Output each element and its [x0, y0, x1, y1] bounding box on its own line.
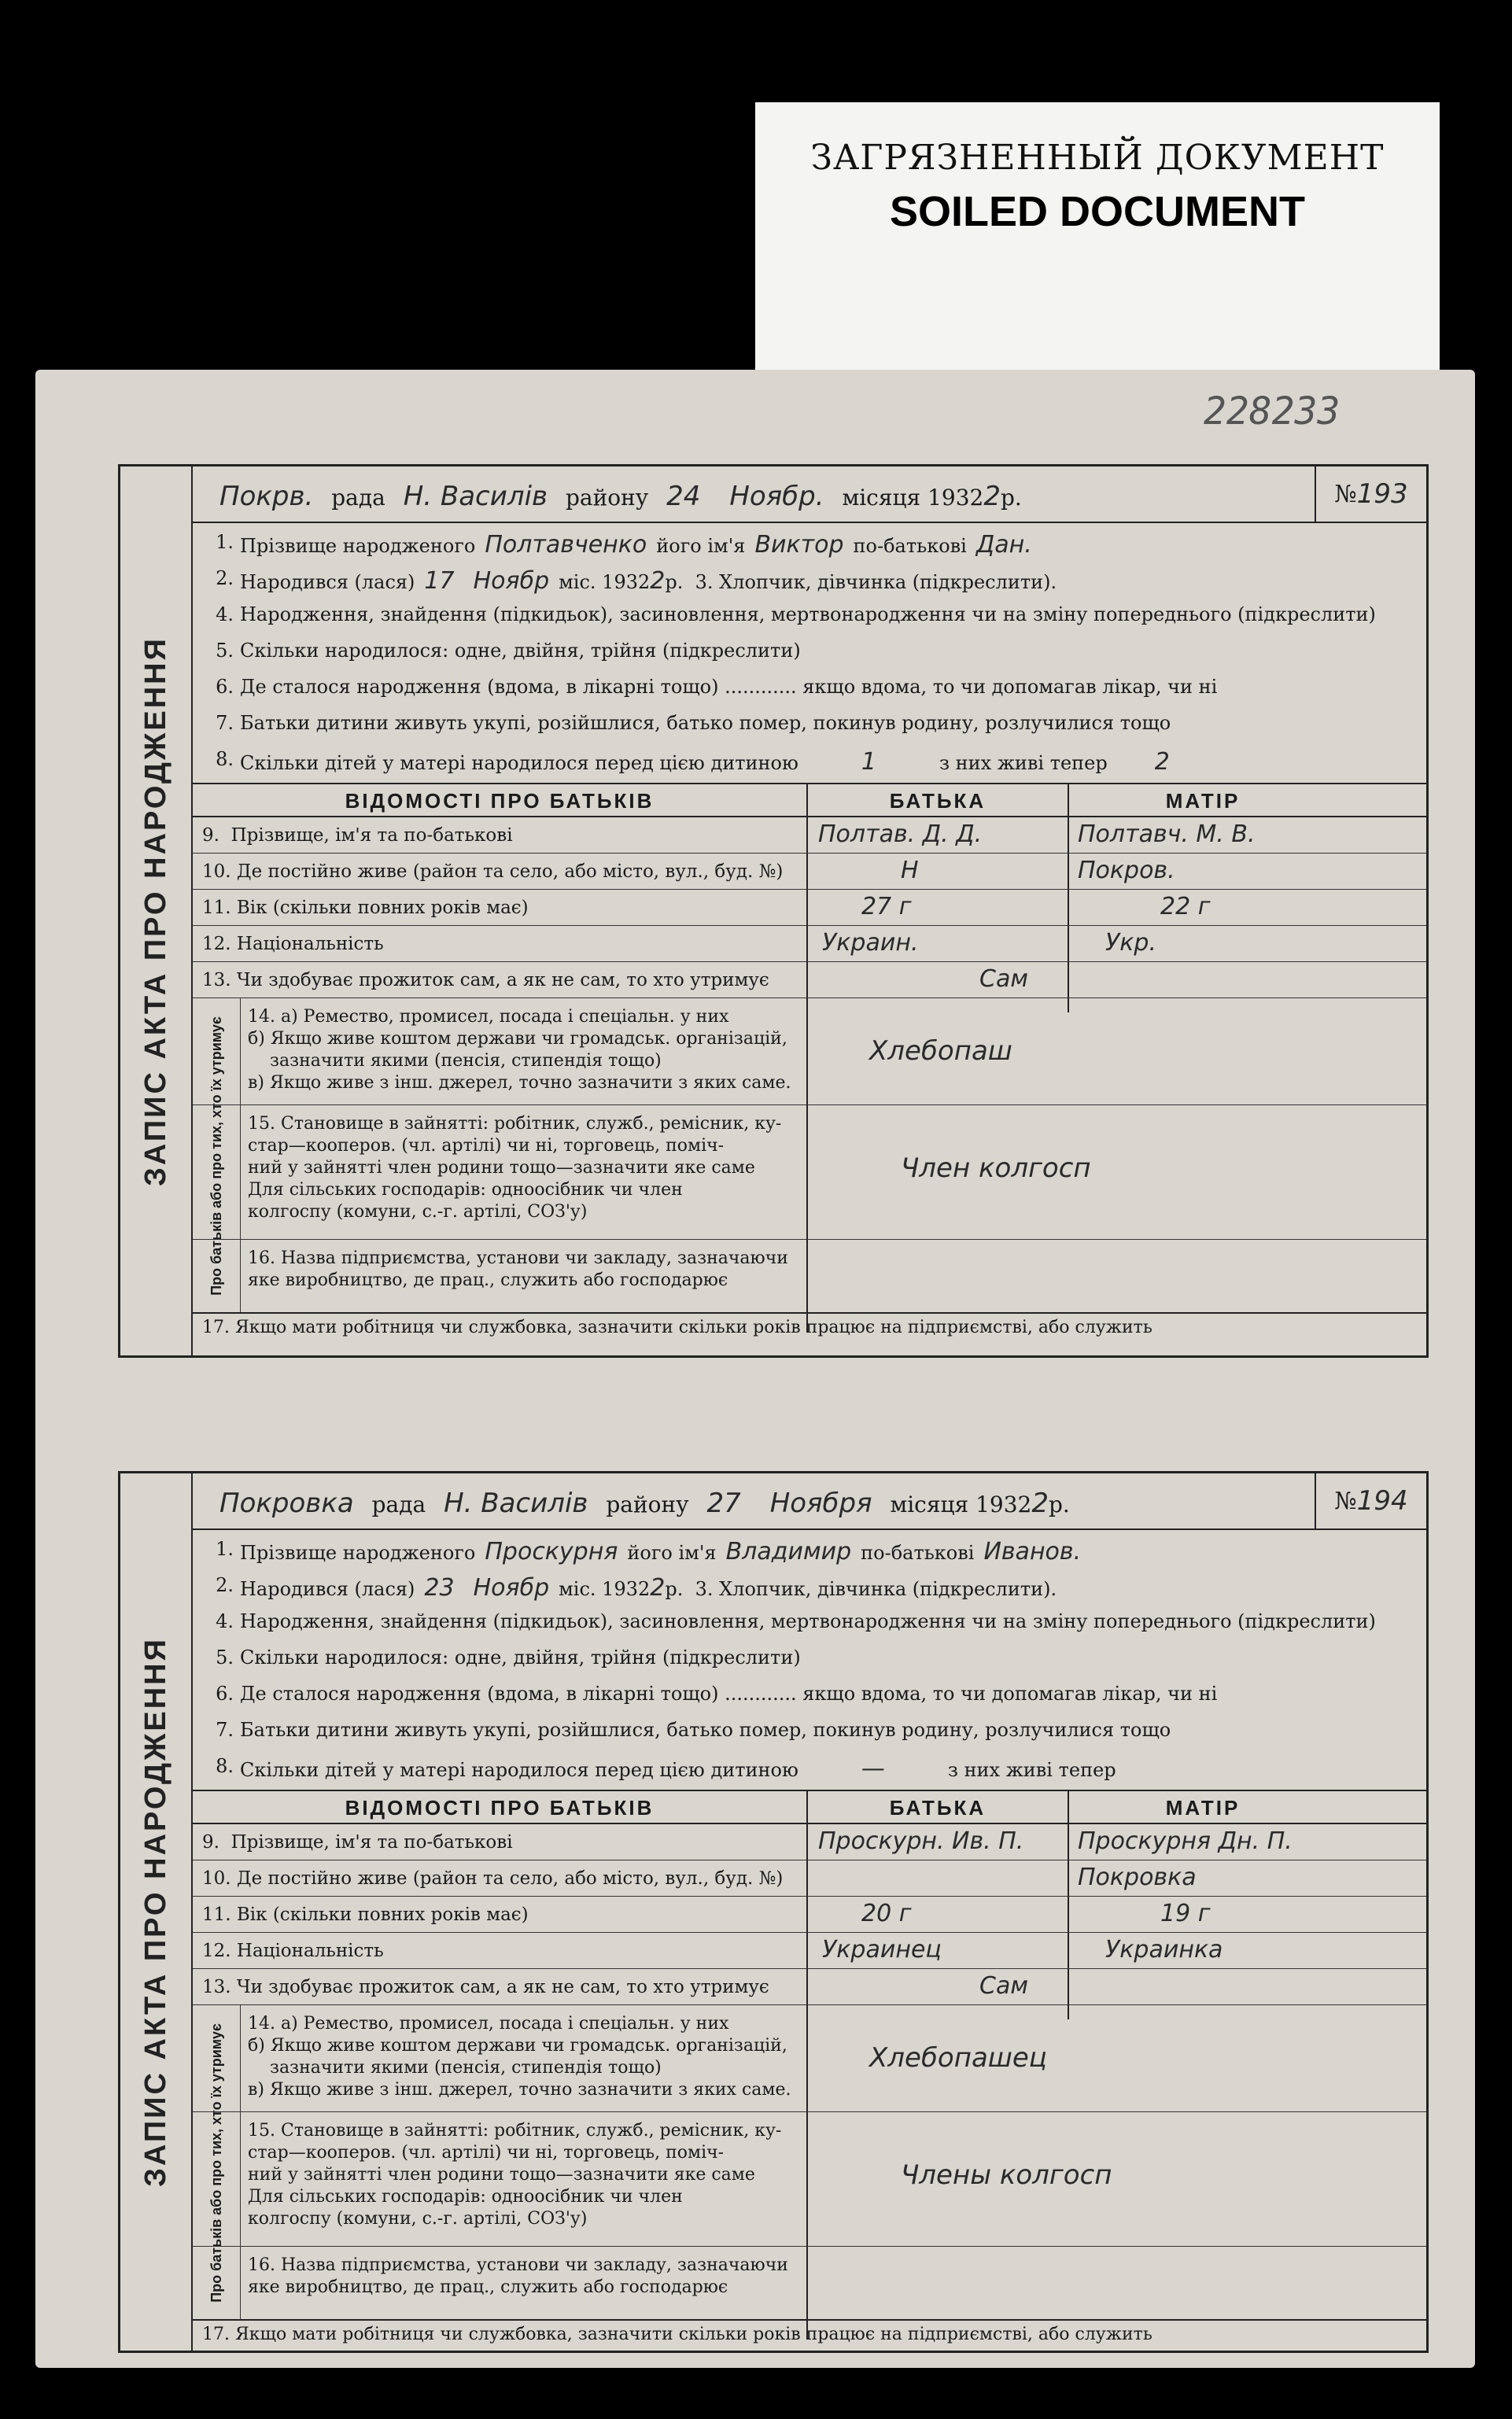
- position-value: Члены колгосп: [901, 2159, 1112, 2191]
- birth-record-form: [118, 1471, 1429, 2353]
- form-header: [193, 1473, 1426, 1530]
- born-day: 17: [424, 567, 455, 595]
- parent-row-16: 16. Назва підприємства, установи чи закладу, зазначаючи яке виробництво, де прац., служить або господарює: [193, 1240, 1426, 1314]
- occupation-value: Хлебопаш: [869, 1035, 1012, 1068]
- occupation-side-label: Про батьків або про тих, хто їх утримує: [193, 2005, 241, 2320]
- row-17: 17. Якщо мати робітниця чи службовка, зазначити скільки років працює на підприємстві, або служить: [202, 1318, 1152, 1337]
- parent-row-12: 12. Національність Украинец Украинка: [193, 1933, 1426, 1969]
- father-nationality: Украинец: [822, 1936, 942, 1964]
- mother-name: Проскурня Дн. П.: [1078, 1827, 1293, 1855]
- position-value: Член колгосп: [901, 1152, 1091, 1184]
- father-address: Н: [901, 857, 919, 884]
- occupation-side-label: Про батьків або про тих, хто їх утримує: [193, 998, 241, 1313]
- child-name: Владимир: [725, 1538, 852, 1565]
- parent-row-15: 15. Становище в зайнятті: робітник, служб., ремісник, ку- стар—кооперов. (чл. артілі) чи ні, торговець, поміч- ний у зайнятті член родини тощо—зазначити яке саме Для сільських господарів: одноосібник чи член колгоспу (комуни, с.-г. артілі, СОЗ'у) Члены колгосп: [193, 2112, 1426, 2247]
- side-title-text: ЗАПИС АКТА ПРО НАРОДЖЕННЯ: [138, 1637, 172, 2187]
- month-value: Ноября: [769, 1488, 872, 1519]
- parent-row-9: 9. Прізвище, ім'я та по-батькові Полтав. Д. Д. Полтавч. М. В.: [193, 817, 1426, 854]
- child-name: Виктор: [754, 531, 844, 559]
- parent-row-16: 16. Назва підприємства, установи чи закладу, зазначаючи яке виробництво, де прац., служить або господарює: [193, 2247, 1426, 2321]
- form-header: [193, 466, 1426, 523]
- born-year: 2: [650, 567, 666, 595]
- father-column-label: БАТЬКА: [889, 789, 986, 813]
- row-8: 8. Скільки дітей у матері народилося перед цією дитиною — з них живі тепер: [216, 1755, 1116, 1783]
- child-surname: Проскурня: [485, 1538, 618, 1565]
- child-patronymic: Дан.: [975, 531, 1032, 559]
- rayon-value: Н. Василів: [444, 1488, 588, 1519]
- parents-section: [193, 783, 1426, 1337]
- month-label: місяця 1932: [890, 1492, 1032, 1517]
- parents-column-header: [193, 1791, 1426, 1824]
- row-5: 5. Скільки народилося: одне, двійня, трійня (підкреслити): [216, 640, 801, 662]
- side-title-text: ЗАПИС АКТА ПРО НАРОДЖЕННЯ: [138, 636, 172, 1186]
- row-6: 6. Де сталося народження (вдома, в лікарні тощо) ............ якщо вдома, то чи допомагав лікар, чи ні: [216, 676, 1218, 698]
- self-support: Сам: [979, 1972, 1028, 2000]
- mother-column-label: МАТІР: [1165, 1796, 1241, 1820]
- parent-row-15: 15. Становище в зайнятті: робітник, служб., ремісник, ку- стар—кооперов. (чл. артілі) чи ні, торговець, поміч- ний у зайнятті член родини тощо—зазначити яке саме Для сільських господарів: одноосібник чи член колгоспу (комуни, с.-г. артілі, СОЗ'у) Член колгосп: [193, 1105, 1426, 1240]
- father-name: Проскурн. Ив. П.: [818, 1827, 1024, 1855]
- form-side-title: [120, 1473, 193, 2351]
- parent-row-14: 14. а) Ремество, промисел, посада і спеціальн. у них б) Якщо живе коштом держави чи громадськ. організацій, зазначити якими (пенсія, стипендія тощо) в) Якщо живе з інш. джерел, точно зазначити з яких саме. Хлебопашец: [193, 2005, 1426, 2112]
- father-age: 20 г: [861, 1900, 912, 1927]
- parent-row-9: 9. Прізвище, ім'я та по-батькові Проскурн. Ив. П. Проскурня Дн. П.: [193, 1824, 1426, 1860]
- number-sign: №: [1334, 480, 1357, 508]
- parents-column-header: [193, 784, 1426, 817]
- number-sign: №: [1334, 1487, 1357, 1515]
- row-4: 4. Народження, знайдення (підкидьок), засиновлення, мертвонародження чи на зміну попереднього (підкреслити): [216, 1610, 1376, 1632]
- record-number: [1315, 466, 1426, 522]
- rayon-label: району: [565, 485, 649, 511]
- parent-row-14: 14. а) Ремество, промисел, посада і спеціальн. у них б) Якщо живе коштом держави чи громадськ. організацій, зазначити якими (пенсія, стипендія тощо) в) Якщо живе з інш. джерел, точно зазначити з яких саме. Хлебопаш: [193, 998, 1426, 1105]
- row-6: 6. Де сталося народження (вдома, в лікарні тощо) ............ якщо вдома, то чи допомагав лікар, чи ні: [216, 1683, 1218, 1705]
- parent-row-10: 10. Де постійно живе (район та село, або місто, вул., буд. №) Н Покров.: [193, 854, 1426, 890]
- parent-row-10: 10. Де постійно живе (район та село, або місто, вул., буд. №) Покровка: [193, 1860, 1426, 1897]
- year-r: р.: [1001, 485, 1022, 511]
- parents-section: [193, 1790, 1426, 2344]
- prev-children: 1: [861, 748, 876, 776]
- father-column-label: БАТЬКА: [889, 1796, 986, 1820]
- year-r: р.: [1049, 1492, 1070, 1517]
- father-age: 27 г: [861, 893, 912, 920]
- rada-label: рада: [331, 485, 385, 511]
- rada-value: Покрв.: [219, 481, 314, 512]
- row-2: 2. Народився (лася) 23 Ноябр міс. 19322р. 3. Хлопчик, дівчинка (підкреслити).: [216, 1574, 1057, 1602]
- occupation-value: Хлебопашец: [869, 2042, 1047, 2074]
- row-5: 5. Скільки народилося: одне, двійня, трійня (підкреслити): [216, 1646, 801, 1669]
- born-month: Ноябр: [473, 1574, 550, 1602]
- row-8: 8. Скільки дітей у матері народилося перед цією дитиною 1 з них живі тепер 2: [216, 748, 1170, 776]
- mother-age: 22 г: [1160, 893, 1211, 920]
- prev-children: —: [861, 1755, 885, 1783]
- rada-value: Покровка: [219, 1488, 354, 1519]
- birth-record-form: [118, 464, 1429, 1358]
- mother-nationality: Укр.: [1105, 929, 1156, 957]
- row-7: 7. Батьки дитини живуть укупі, розійшлися, батько помер, покинув родину, розлучилися тощо: [216, 712, 1171, 734]
- archive-number: 228233: [1204, 389, 1341, 433]
- row-2: 2. Народився (лася) 17 Ноябр міс. 19322р. 3. Хлопчик, дівчинка (підкреслити).: [216, 567, 1057, 595]
- year-suffix: 2: [1031, 1488, 1049, 1519]
- form-side-title: [120, 466, 193, 1355]
- row-7: 7. Батьки дитини живуть укупі, розійшлися, батько помер, покинув родину, розлучилися тощо: [216, 1719, 1171, 1741]
- year-suffix: 2: [983, 481, 1001, 512]
- month-value: Ноябр.: [729, 481, 824, 512]
- born-month: Ноябр: [473, 567, 550, 595]
- parent-row-11: 11. Вік (скільки повних років має) 20 г 19 г: [193, 1897, 1426, 1933]
- mother-address: Покровка: [1078, 1864, 1197, 1891]
- rada-label: рада: [371, 1492, 426, 1517]
- rayon-value: Н. Василів: [403, 481, 548, 512]
- rayon-label: району: [606, 1492, 689, 1517]
- stamp-english-text: SOILED DOCUMENT: [889, 188, 1305, 235]
- mother-address: Покров.: [1078, 857, 1175, 884]
- record-number: [1315, 1473, 1426, 1528]
- month-label: місяця 1932: [842, 485, 984, 511]
- children-alive: 2: [1154, 748, 1170, 776]
- parents-header-label: ВІДОМОСТІ ПРО БАТЬКІВ: [345, 1796, 655, 1820]
- mother-nationality: Украинка: [1105, 1936, 1223, 1964]
- stamp-russian-text: ЗАГРЯЗНЕННЫЙ ДОКУМЕНТ: [810, 138, 1385, 178]
- parent-row-12: 12. Національність Украин. Укр.: [193, 926, 1426, 962]
- child-surname: Полтавченко: [485, 531, 647, 559]
- parent-row-13: 13. Чи здобуває прожиток сам, а як не сам, то хто утримує Сам: [193, 1969, 1426, 2005]
- father-name: Полтав. Д. Д.: [818, 820, 983, 848]
- row-17: 17. Якщо мати робітниця чи службовка, зазначити скільки років працює на підприємстві, або служить: [202, 2325, 1152, 2344]
- record-number-value: 193: [1356, 478, 1408, 510]
- father-nationality: Украин.: [822, 929, 919, 957]
- child-patronymic: Иванов.: [983, 1538, 1082, 1565]
- born-day: 23: [424, 1574, 455, 1602]
- born-year: 2: [650, 1574, 666, 1602]
- row-4: 4. Народження, знайдення (підкидьок), засиновлення, мертвонародження чи на зміну попереднього (підкреслити): [216, 603, 1376, 625]
- row-1: 1. Прізвище народженого Проскурня його ім'я Владимир по-батькові Иванов.: [216, 1538, 1082, 1565]
- mother-column-label: МАТІР: [1165, 789, 1241, 813]
- mother-name: Полтавч. М. В.: [1078, 820, 1256, 848]
- parent-row-11: 11. Вік (скільки повних років має) 27 г 22 г: [193, 890, 1426, 926]
- day-value: 27: [706, 1488, 741, 1519]
- day-value: 24: [666, 481, 701, 512]
- parents-header-label: ВІДОМОСТІ ПРО БАТЬКІВ: [345, 789, 655, 813]
- parent-row-13: 13. Чи здобуває прожиток сам, а як не сам, то хто утримує Сам: [193, 962, 1426, 998]
- record-number-value: 194: [1356, 1485, 1408, 1517]
- row-1: 1. Прізвище народженого Полтавченко його ім'я Виктор по-батькові Дан.: [216, 531, 1032, 559]
- mother-age: 19 г: [1160, 1900, 1211, 1927]
- soiled-document-stamp: [755, 102, 1440, 385]
- self-support: Сам: [979, 965, 1028, 993]
